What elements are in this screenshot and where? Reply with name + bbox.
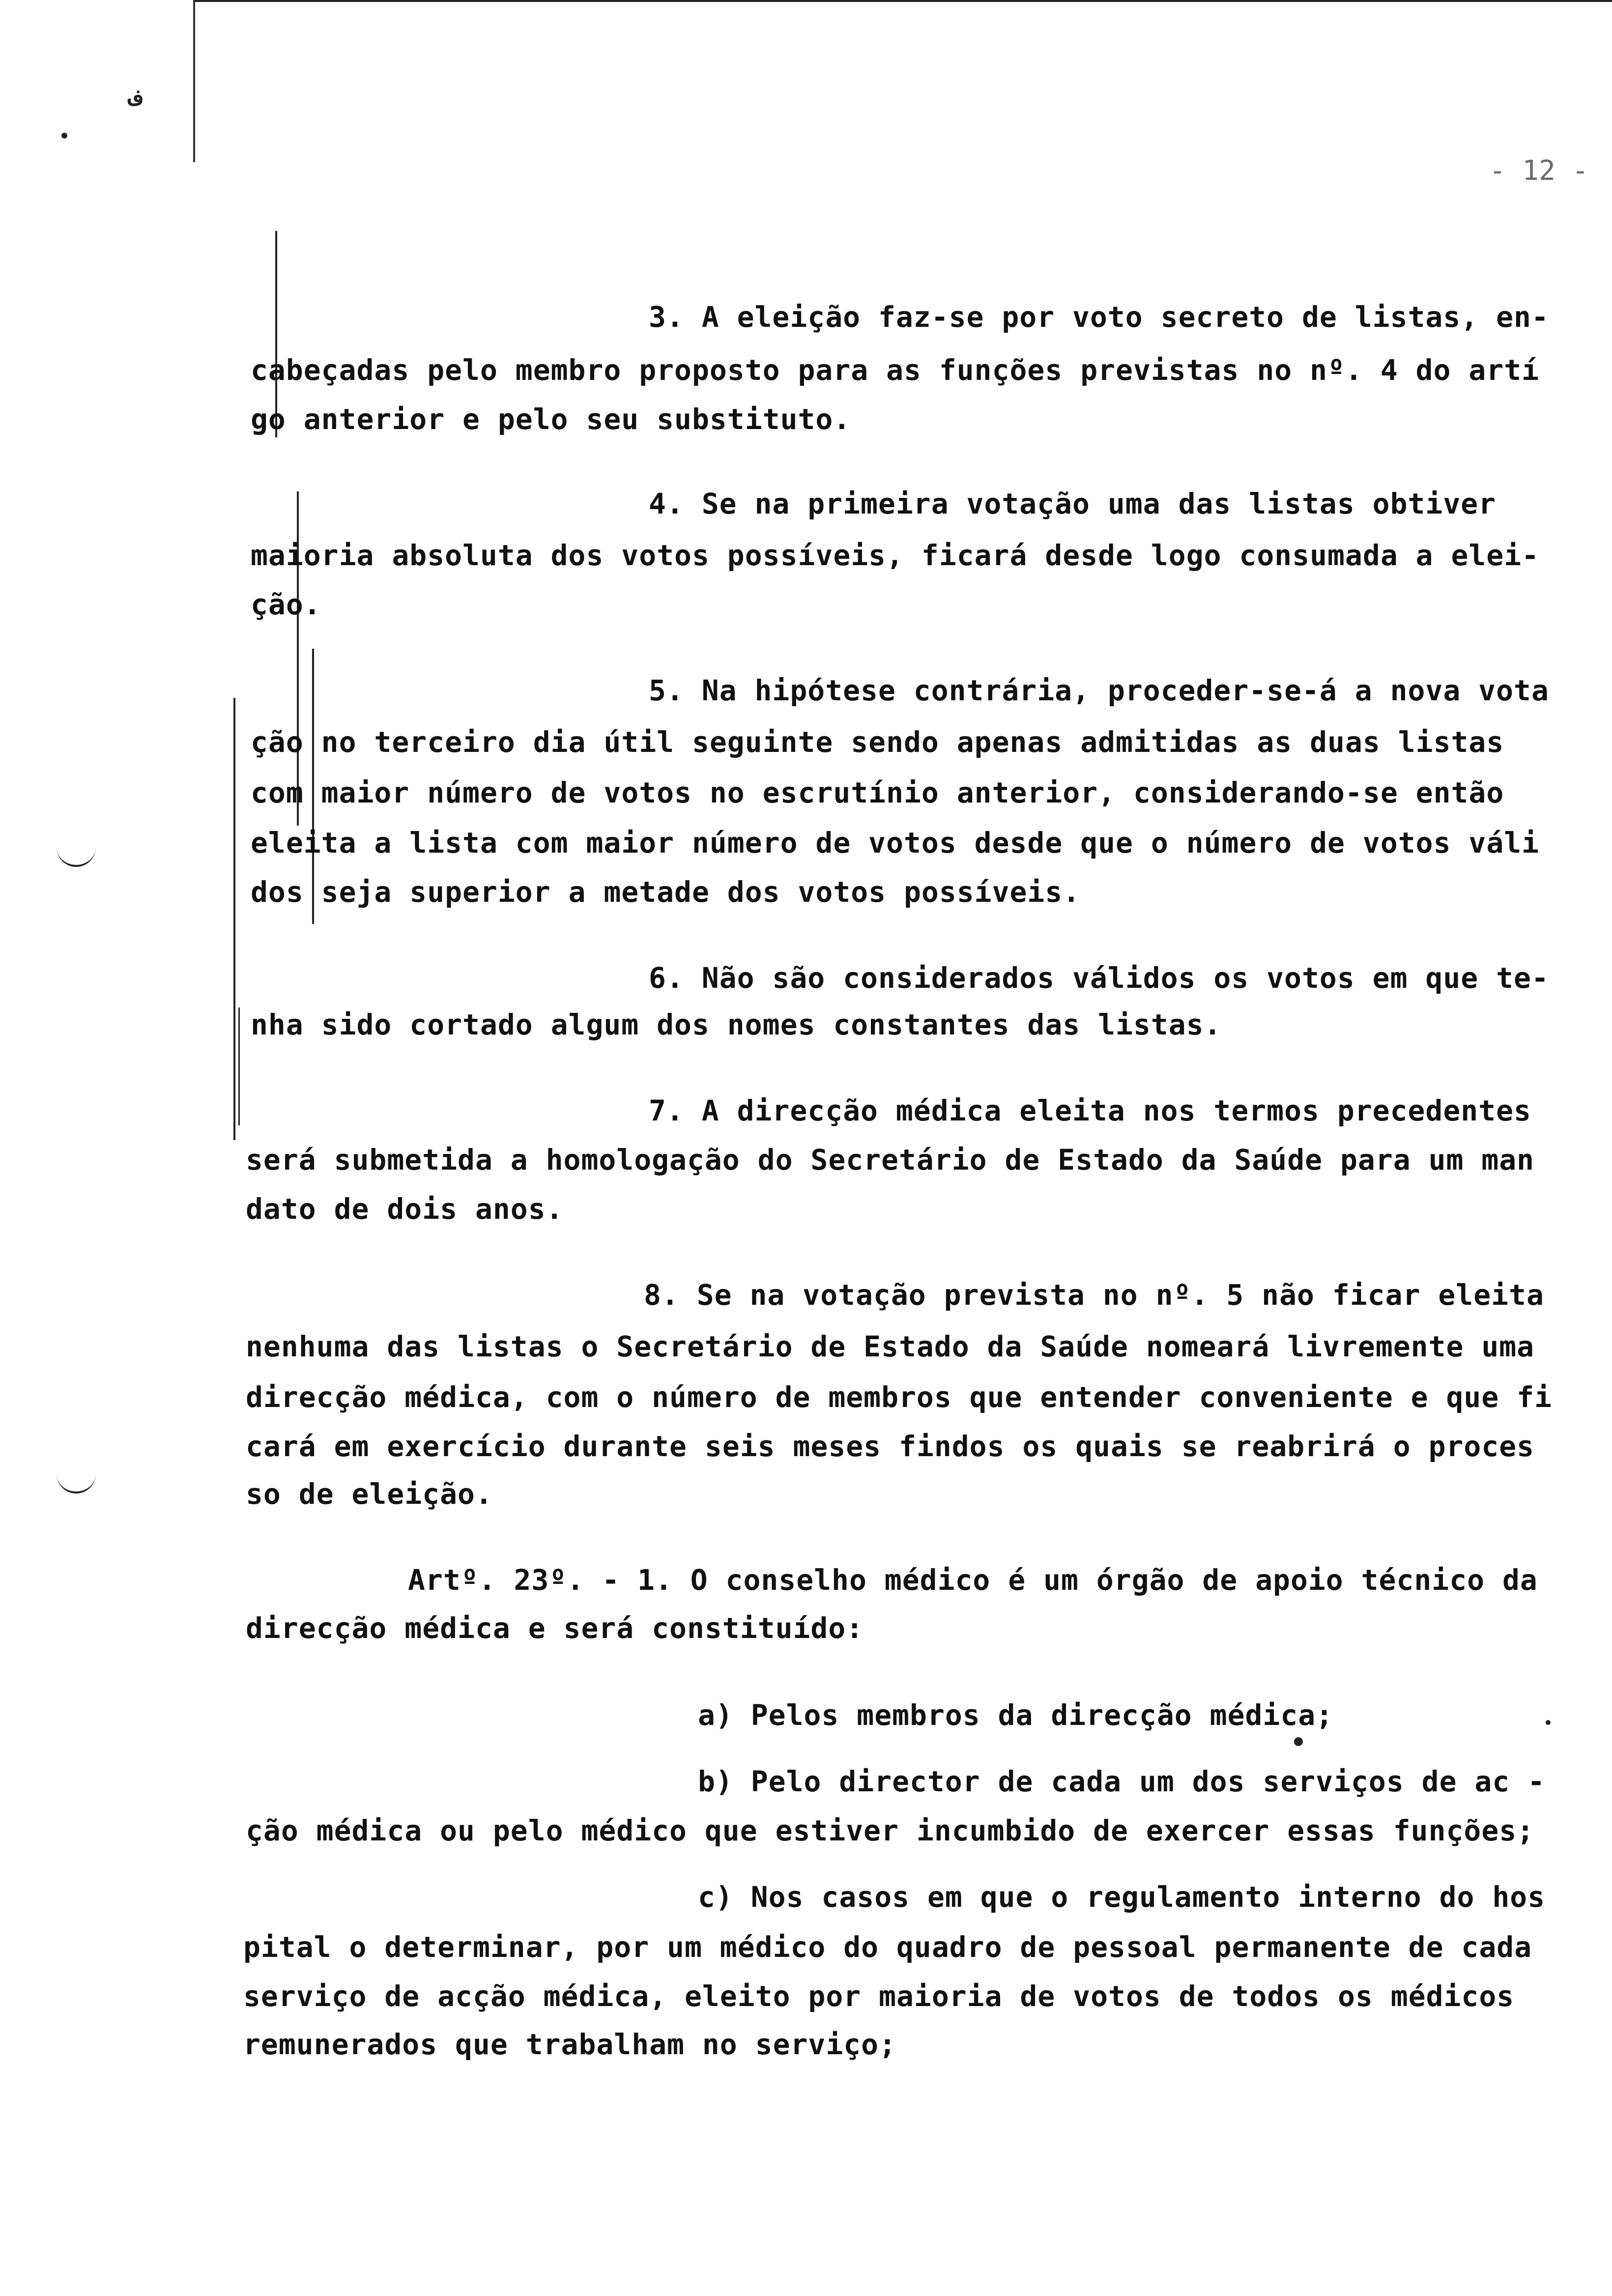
top-edge-rule bbox=[194, 0, 1612, 2]
paragraph-8-line-3: direcção médica, com o número de membros que entender conveniente e que fi bbox=[246, 1380, 1553, 1414]
paragraph-6-line-2: nha sido cortado algum dos nomes constantes das listas. bbox=[251, 1008, 1222, 1041]
paragraph-8-line-2: nenhuma das listas o Secretário de Estado da Saúde nomeará livremente uma bbox=[246, 1330, 1535, 1363]
paragraph-3-line-3: go anterior e pelo seu substituto. bbox=[251, 402, 851, 436]
margin-speck-2 bbox=[1294, 1737, 1303, 1746]
page-number: - 12 - bbox=[1489, 155, 1589, 187]
paragraph-5-line-4: eleita a lista com maior número de votos desde que o número de votos váli bbox=[251, 826, 1540, 860]
item-b-line-2: ção médica ou pelo médico que estiver incumbido de exercer essas funções; bbox=[246, 1814, 1535, 1847]
paragraph-3-line-2: cabeçadas pelo membro proposto para as funções previstas no nº. 4 do artí bbox=[251, 353, 1540, 387]
article-23-line-1: Artº. 23º. - 1. O conselho médico é um órgão de apoio técnico da bbox=[408, 1563, 1538, 1597]
item-c-line-2: pital o determinar, por um médico do quadro de pessoal permanente de cada bbox=[243, 1930, 1532, 1964]
article-23-line-2: direcção médica e será constituído: bbox=[246, 1611, 864, 1645]
paragraph-7-line-2: será submetida a homologação do Secretário de Estado da Saúde para um man bbox=[246, 1143, 1535, 1177]
margin-handwritten-mark: ف bbox=[129, 84, 143, 110]
margin-bracket-line-4 bbox=[233, 698, 235, 1140]
paragraph-7-line-1: 7. A direcção médica eleita nos termos precedentes bbox=[649, 1094, 1531, 1127]
paragraph-4-line-3: ção. bbox=[251, 588, 321, 621]
paragraph-3-line-1: 3. A eleição faz-se por voto secreto de listas, en- bbox=[649, 300, 1549, 334]
paragraph-7-line-3: dato de dois anos. bbox=[246, 1192, 564, 1226]
paragraph-4-line-1: 4. Se na primeira votação uma das listas obtiver bbox=[649, 487, 1497, 520]
paragraph-5-line-2: ção no terceiro dia útil seguinte sendo apenas admitidas as duas listas bbox=[251, 725, 1504, 759]
paragraph-8-line-1: 8. Se na votação prevista no nº. 5 não ficar eleita bbox=[644, 1278, 1544, 1312]
margin-bracket-line-5 bbox=[238, 1007, 240, 1125]
item-c-line-1: c) Nos casos em que o regulamento interno do hos bbox=[698, 1880, 1546, 1914]
paragraph-5-line-5: dos seja superior a metade dos votos possíveis. bbox=[251, 875, 1081, 909]
margin-hole-mark-1 bbox=[57, 845, 96, 867]
paragraph-8-line-5: so de eleição. bbox=[246, 1477, 493, 1511]
paragraph-6-line-1: 6. Não são considerados válidos os votos em que te- bbox=[649, 961, 1549, 995]
item-b-line-1: b) Pelo director de cada um dos serviços de ac - bbox=[698, 1765, 1546, 1798]
paragraph-5-line-1: 5. Na hipótese contrária, proceder-se-á a nova vota bbox=[649, 674, 1549, 707]
paragraph-8-line-4: cará em exercício durante seis meses findos os quais se reabrirá o proces bbox=[246, 1430, 1535, 1463]
item-c-line-4: remunerados que trabalham no serviço; bbox=[243, 2028, 897, 2061]
left-edge-rule bbox=[193, 0, 195, 162]
margin-speck-1 bbox=[61, 133, 67, 139]
item-a-line-1: a) Pelos membros da direcção médica; bbox=[698, 1698, 1334, 1732]
margin-speck-3 bbox=[1546, 1720, 1551, 1725]
item-c-line-3: serviço de acção médica, eleito por maioria de votos de todos os médicos bbox=[243, 1980, 1515, 2013]
paragraph-4-line-2: maioria absoluta dos votos possíveis, ficará desde logo consumada a elei- bbox=[251, 539, 1540, 572]
margin-hole-mark-2 bbox=[57, 1472, 96, 1493]
paragraph-5-line-3: com maior número de votos no escrutínio anterior, considerando-se então bbox=[251, 776, 1504, 809]
